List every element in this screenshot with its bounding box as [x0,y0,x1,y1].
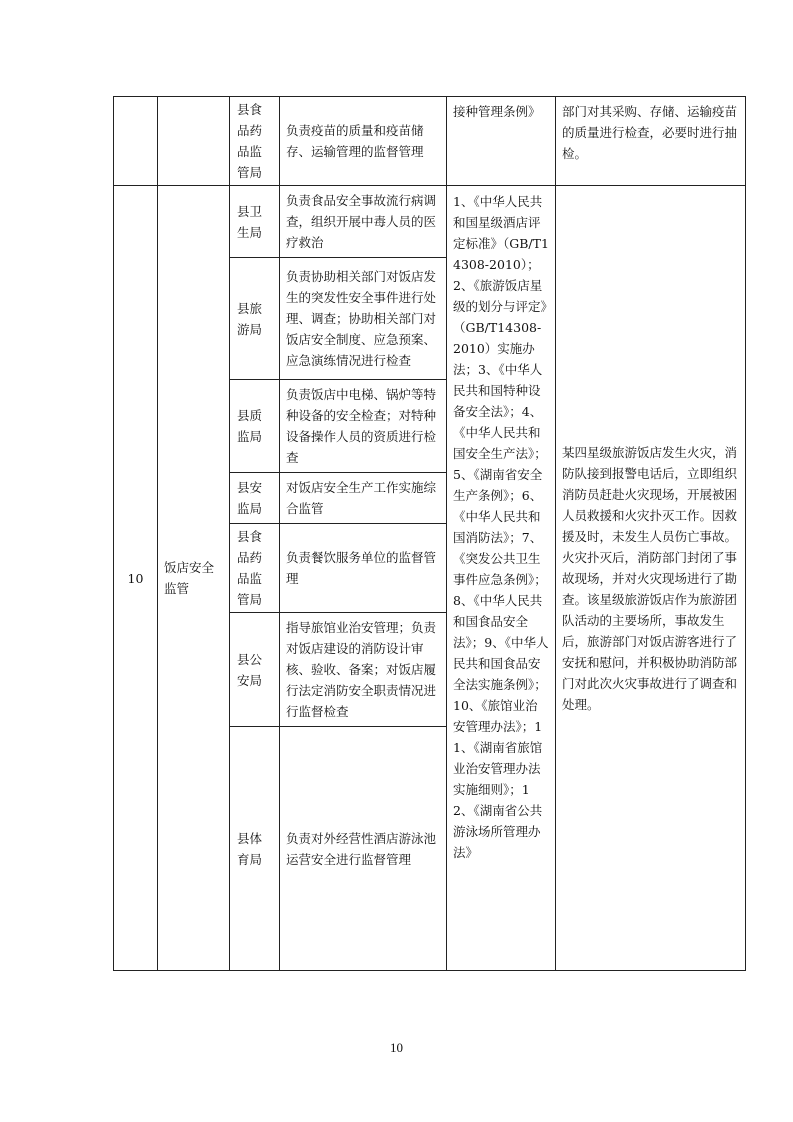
duty-cell: 对饭店安全生产工作实施综合监管 [280,473,447,524]
item-name: 饭店安全监管 [158,186,230,971]
no-cell [114,97,158,186]
item-cell [158,97,230,186]
row-number: 10 [114,186,158,971]
duty-cell: 负责疫苗的质量和疫苗储存、运输管理的监督管理 [280,97,447,186]
case-cell: 某四星级旅游饭店发生火灾，消防队接到报警电话后，立即组织消防员赶赴火灾现场，开展被困人员救援和火灾扑灭工作。因救援及时，未发生人员伤亡事故。火灾扑灭后，消防部门封闭了事故现场，并对火灾现场进行了勘查。该星级旅游饭店作为旅游团队活动的主要场所，事故发生后，旅游部门对饭店游客进行了安抚和慰问，并积极协助消防部门对此次火灾事故进行了调查和处理。 [556,186,746,971]
basis-cell: 接种管理条例》 [447,97,556,186]
duty-cell: 指导旅馆业治安管理；负责对饭店建设的消防设计审核、验收、备案；对饭店履行法定消防安全职责情况进行监督检查 [280,613,447,727]
duty-cell: 负责协助相关部门对饭店发生的突发性安全事件进行处理、调查；协助相关部门对饭店安全制度、应急预案、应急演练情况进行检查 [280,258,447,380]
case-cell: 部门对其采购、存储、运输疫苗的质量进行检查，必要时进行抽检。 [556,97,746,186]
laws-cell: 1、《中华人民共和国星级酒店评定标准》（GB/T14308-2010）；2、《旅游饭店星级的划分与评定》（GB/T14308-2010）实施办法；3、《中华人民共和国特种设备安全法》；4、《中华人民共和国安全生产法》；5、《湖南省安全生产条例》；6、《中华人民共和国消防法》；7、《突发公共卫生事件应急条例》；8、《中华人民共和国食品安全法》；9、《中华人民共和国食品安全法实施条例》；10、《旅馆业治安管理办法》；11、《湖南省旅馆业治安管理办法实施细则》；12、《湖南省公共游泳场所管理办法》 [447,186,556,971]
dept-cell: 县卫生局 [230,186,280,258]
table-row [114,97,746,186]
duty-cell: 负责对外经营性酒店游泳池运营安全进行监督管理 [280,727,447,971]
dept-cell: 县旅游局 [230,258,280,380]
dept-cell: 县食品药品监管局 [230,97,280,186]
duty-cell: 负责食品安全事故流行病调查，组织开展中毒人员的医疗救治 [280,186,447,258]
dept-cell: 县安监局 [230,473,280,524]
dept-cell: 县质监局 [230,380,280,473]
table-row [114,186,746,258]
dept-cell: 县公安局 [230,613,280,727]
page-number: 10 [390,1040,403,1055]
duty-cell: 负责饭店中电梯、锅炉等特种设备的安全检查；对特种设备操作人员的资质进行检查 [280,380,447,473]
dept-cell: 县体育局 [230,727,280,971]
dept-cell: 县食品药品监管局 [230,524,280,613]
duty-cell: 负责餐饮服务单位的监督管理 [280,524,447,613]
responsibility-table [113,96,746,971]
